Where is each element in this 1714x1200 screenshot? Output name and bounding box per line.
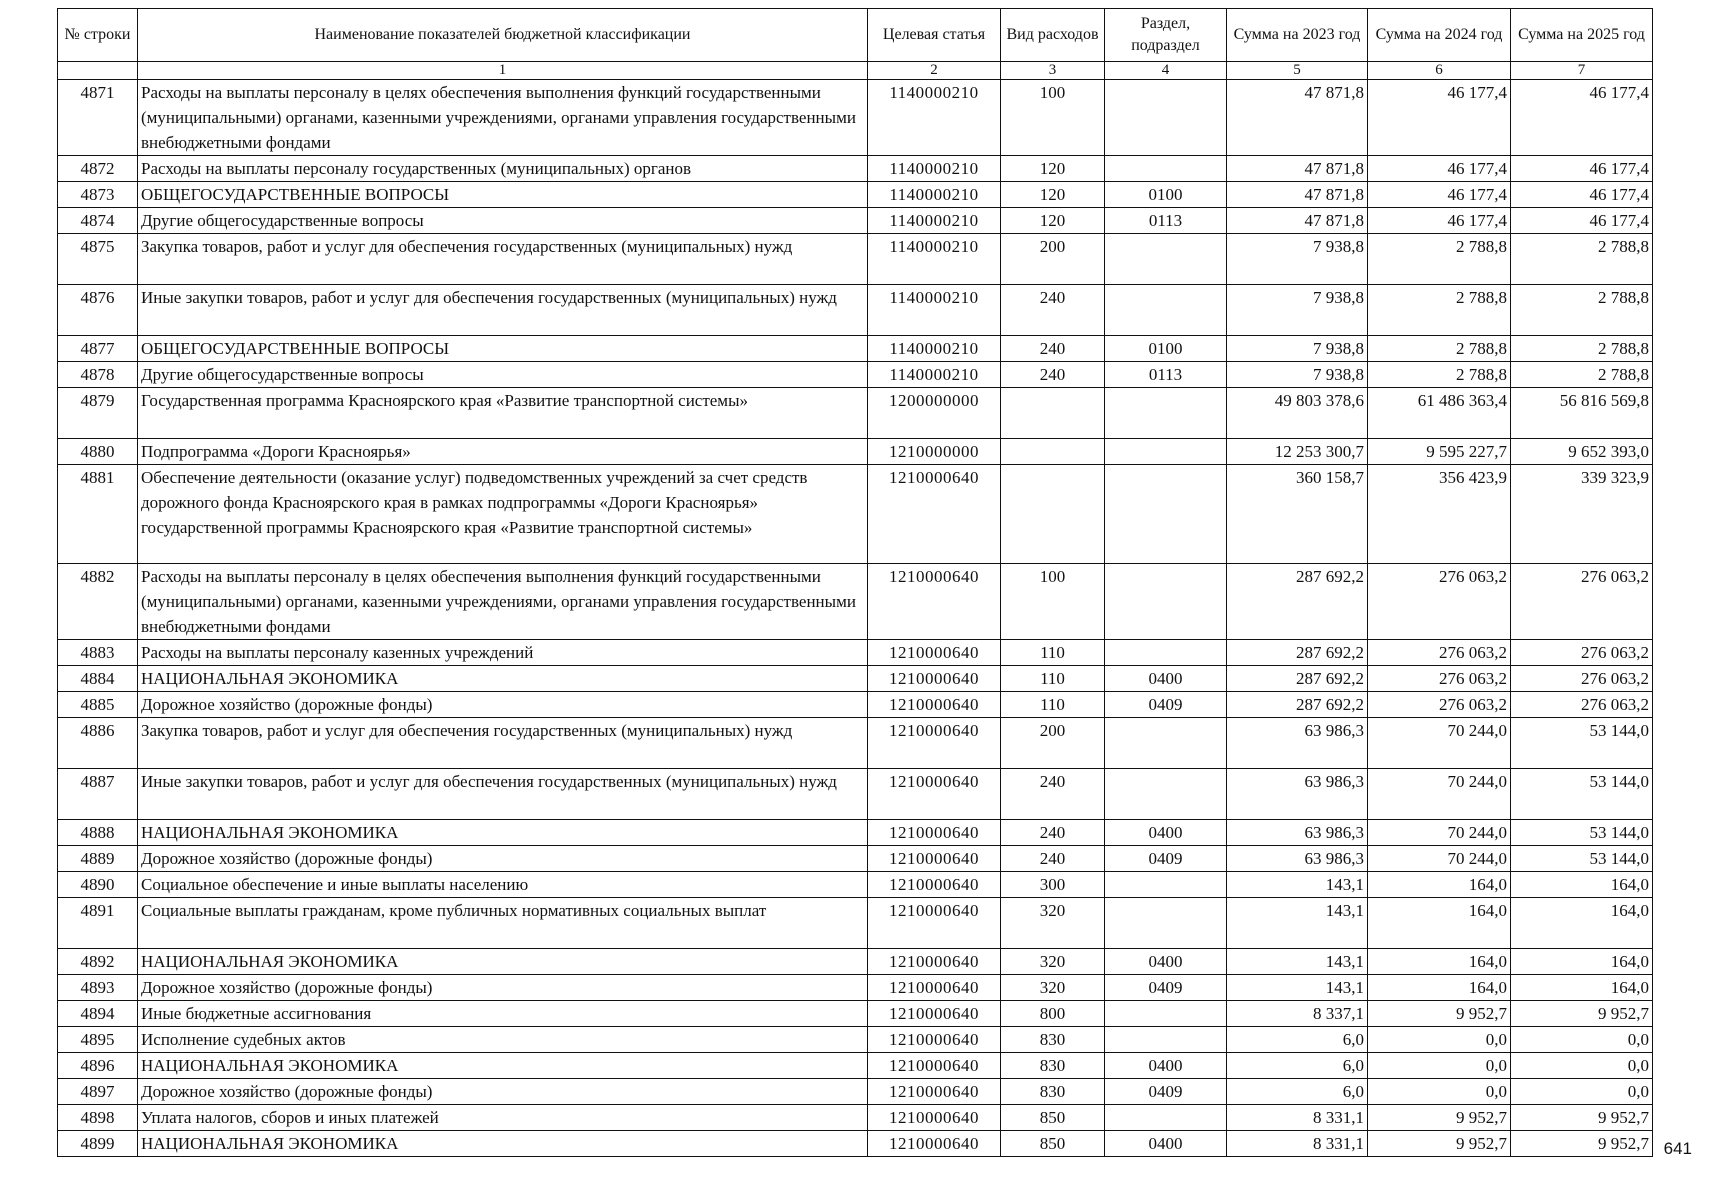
section-code xyxy=(1105,769,1227,820)
indicator-name: Социальное обеспечение и иные выплаты населению xyxy=(138,872,868,898)
table-row xyxy=(58,769,1653,820)
indicator-name: Другие общегосударственные вопросы xyxy=(138,208,868,234)
indicator-name: Дорожное хозяйство (дорожные фонды) xyxy=(138,1079,868,1105)
section-code: 0113 xyxy=(1105,208,1227,234)
row-number: 4881 xyxy=(58,465,138,564)
header-name: Наименование показателей бюджетной классификации xyxy=(138,9,868,62)
expense-kind: 240 xyxy=(1001,285,1105,336)
target-article: 1210000640 xyxy=(868,872,1001,898)
row-number: 4880 xyxy=(58,439,138,465)
expense-kind: 800 xyxy=(1001,1001,1105,1027)
indicator-name: Расходы на выплаты персоналу в целях обеспечения выполнения функций государственными (муниципальными) органами, казенными учреждениями, органами управления государственными внебюджетными фондами xyxy=(138,80,868,156)
table-row xyxy=(58,1027,1653,1053)
expense-kind: 240 xyxy=(1001,820,1105,846)
sum-2024: 164,0 xyxy=(1368,898,1511,949)
table-row xyxy=(58,820,1653,846)
sum-2023: 7 938,8 xyxy=(1227,336,1368,362)
target-article: 1140000210 xyxy=(868,285,1001,336)
sum-2023: 63 986,3 xyxy=(1227,820,1368,846)
target-article: 1140000210 xyxy=(868,80,1001,156)
target-article: 1210000640 xyxy=(868,769,1001,820)
expense-kind: 200 xyxy=(1001,718,1105,769)
sum-2024: 276 063,2 xyxy=(1368,640,1511,666)
section-code xyxy=(1105,388,1227,439)
table-row xyxy=(58,439,1653,465)
sum-2024: 164,0 xyxy=(1368,975,1511,1001)
sum-2023: 47 871,8 xyxy=(1227,80,1368,156)
sum-2025: 276 063,2 xyxy=(1511,692,1653,718)
indicator-name: Подпрограмма «Дороги Красноярья» xyxy=(138,439,868,465)
section-code: 0400 xyxy=(1105,949,1227,975)
table-row xyxy=(58,692,1653,718)
target-article: 1210000640 xyxy=(868,949,1001,975)
target-article: 1210000640 xyxy=(868,846,1001,872)
sum-2023: 6,0 xyxy=(1227,1053,1368,1079)
row-number: 4899 xyxy=(58,1131,138,1157)
header-target-article: Целевая статья xyxy=(868,9,1001,62)
indicator-name: Расходы на выплаты персоналу в целях обеспечения выполнения функций государственными (муниципальными) органами, казенными учреждениями, органами управления государственными внебюджетными фондами xyxy=(138,564,868,640)
sum-2023: 7 938,8 xyxy=(1227,234,1368,285)
indicator-name: Иные закупки товаров, работ и услуг для обеспечения государственных (муниципальных) нужд xyxy=(138,285,868,336)
table-row xyxy=(58,156,1653,182)
indicator-name: Дорожное хозяйство (дорожные фонды) xyxy=(138,846,868,872)
indicator-name: Исполнение судебных актов xyxy=(138,1027,868,1053)
row-number: 4887 xyxy=(58,769,138,820)
sum-2025: 2 788,8 xyxy=(1511,285,1653,336)
header-section: Раздел, подраздел xyxy=(1105,9,1227,62)
sum-2024: 356 423,9 xyxy=(1368,465,1511,564)
indicator-name: НАЦИОНАЛЬНАЯ ЭКОНОМИКА xyxy=(138,820,868,846)
section-code: 0400 xyxy=(1105,1053,1227,1079)
sum-2023: 63 986,3 xyxy=(1227,718,1368,769)
indicator-name: НАЦИОНАЛЬНАЯ ЭКОНОМИКА xyxy=(138,1053,868,1079)
indicator-name: ОБЩЕГОСУДАРСТВЕННЫЕ ВОПРОСЫ xyxy=(138,182,868,208)
section-code xyxy=(1105,564,1227,640)
indicator-name: Иные закупки товаров, работ и услуг для обеспечения государственных (муниципальных) нужд xyxy=(138,769,868,820)
indicator-name: Расходы на выплаты персоналу государственных (муниципальных) органов xyxy=(138,156,868,182)
sum-2024: 276 063,2 xyxy=(1368,666,1511,692)
expense-kind xyxy=(1001,388,1105,439)
sum-2025: 339 323,9 xyxy=(1511,465,1653,564)
indicator-name: Расходы на выплаты персоналу казенных учреждений xyxy=(138,640,868,666)
indicator-name: Другие общегосударственные вопросы xyxy=(138,362,868,388)
sum-2025: 56 816 569,8 xyxy=(1511,388,1653,439)
target-article: 1210000640 xyxy=(868,640,1001,666)
target-article: 1140000210 xyxy=(868,156,1001,182)
target-article: 1210000640 xyxy=(868,975,1001,1001)
target-article: 1140000210 xyxy=(868,208,1001,234)
expense-kind: 120 xyxy=(1001,156,1105,182)
sum-2024: 70 244,0 xyxy=(1368,820,1511,846)
section-code xyxy=(1105,640,1227,666)
sum-2023: 6,0 xyxy=(1227,1027,1368,1053)
row-number: 4890 xyxy=(58,872,138,898)
row-number: 4892 xyxy=(58,949,138,975)
sum-2025: 9 652 393,0 xyxy=(1511,439,1653,465)
sum-2024: 2 788,8 xyxy=(1368,362,1511,388)
table-row xyxy=(58,234,1653,285)
row-number: 4885 xyxy=(58,692,138,718)
page-number: 641 xyxy=(1663,1139,1692,1158)
sum-2024: 9 952,7 xyxy=(1368,1131,1511,1157)
section-code xyxy=(1105,465,1227,564)
table-row xyxy=(58,1105,1653,1131)
sum-2025: 164,0 xyxy=(1511,949,1653,975)
sum-2024: 2 788,8 xyxy=(1368,234,1511,285)
sum-2025: 9 952,7 xyxy=(1511,1105,1653,1131)
section-code xyxy=(1105,156,1227,182)
indicator-name: Социальные выплаты гражданам, кроме публичных нормативных социальных выплат xyxy=(138,898,868,949)
sum-2025: 2 788,8 xyxy=(1511,336,1653,362)
table-row xyxy=(58,640,1653,666)
sum-2025: 9 952,7 xyxy=(1511,1131,1653,1157)
sum-2025: 2 788,8 xyxy=(1511,362,1653,388)
sum-2023: 63 986,3 xyxy=(1227,846,1368,872)
indicator-name: Обеспечение деятельности (оказание услуг) подведомственных учреждений за счет средств дорожного фонда Красноярского края в рамках подпрограммы «Дороги Красноярья» государственной программы Красноярского края «Развитие транспортной системы» xyxy=(138,465,868,564)
section-code xyxy=(1105,80,1227,156)
sum-2024: 164,0 xyxy=(1368,949,1511,975)
target-article: 1210000000 xyxy=(868,439,1001,465)
section-code xyxy=(1105,718,1227,769)
expense-kind: 830 xyxy=(1001,1053,1105,1079)
section-code: 0409 xyxy=(1105,692,1227,718)
sum-2024: 70 244,0 xyxy=(1368,846,1511,872)
column-number-row xyxy=(58,62,1653,80)
indicator-name: НАЦИОНАЛЬНАЯ ЭКОНОМИКА xyxy=(138,1131,868,1157)
sum-2024: 276 063,2 xyxy=(1368,692,1511,718)
budget-table xyxy=(57,8,1653,1157)
row-number: 4888 xyxy=(58,820,138,846)
column-number: 2 xyxy=(868,62,1001,80)
expense-kind: 200 xyxy=(1001,234,1105,285)
section-code: 0409 xyxy=(1105,1079,1227,1105)
row-number: 4882 xyxy=(58,564,138,640)
sum-2024: 0,0 xyxy=(1368,1079,1511,1105)
sum-2024: 61 486 363,4 xyxy=(1368,388,1511,439)
sum-2023: 47 871,8 xyxy=(1227,156,1368,182)
expense-kind: 240 xyxy=(1001,336,1105,362)
target-article: 1210000640 xyxy=(868,564,1001,640)
sum-2025: 53 144,0 xyxy=(1511,846,1653,872)
sum-2023: 360 158,7 xyxy=(1227,465,1368,564)
row-number: 4879 xyxy=(58,388,138,439)
target-article: 1210000640 xyxy=(868,898,1001,949)
target-article: 1210000640 xyxy=(868,718,1001,769)
row-number: 4878 xyxy=(58,362,138,388)
indicator-name: Уплата налогов, сборов и иных платежей xyxy=(138,1105,868,1131)
row-number: 4896 xyxy=(58,1053,138,1079)
sum-2023: 143,1 xyxy=(1227,975,1368,1001)
sum-2025: 2 788,8 xyxy=(1511,234,1653,285)
section-code: 0400 xyxy=(1105,1131,1227,1157)
sum-2025: 164,0 xyxy=(1511,975,1653,1001)
sum-2025: 164,0 xyxy=(1511,872,1653,898)
target-article: 1210000640 xyxy=(868,1105,1001,1131)
row-number: 4871 xyxy=(58,80,138,156)
table-row xyxy=(58,564,1653,640)
column-number: 1 xyxy=(138,62,868,80)
table-row xyxy=(58,872,1653,898)
sum-2023: 287 692,2 xyxy=(1227,640,1368,666)
sum-2025: 0,0 xyxy=(1511,1079,1653,1105)
section-code: 0100 xyxy=(1105,182,1227,208)
sum-2025: 53 144,0 xyxy=(1511,769,1653,820)
sum-2023: 8 331,1 xyxy=(1227,1105,1368,1131)
sum-2025: 53 144,0 xyxy=(1511,820,1653,846)
target-article: 1140000210 xyxy=(868,234,1001,285)
sum-2024: 0,0 xyxy=(1368,1053,1511,1079)
column-number: 6 xyxy=(1368,62,1511,80)
table-row xyxy=(58,362,1653,388)
section-code: 0100 xyxy=(1105,336,1227,362)
section-code xyxy=(1105,1027,1227,1053)
target-article: 1210000640 xyxy=(868,820,1001,846)
row-number: 4891 xyxy=(58,898,138,949)
sum-2025: 164,0 xyxy=(1511,898,1653,949)
sum-2023: 143,1 xyxy=(1227,872,1368,898)
table-row xyxy=(58,898,1653,949)
row-number: 4898 xyxy=(58,1105,138,1131)
table-row xyxy=(58,80,1653,156)
sum-2023: 143,1 xyxy=(1227,949,1368,975)
expense-kind: 320 xyxy=(1001,975,1105,1001)
row-number: 4894 xyxy=(58,1001,138,1027)
sum-2024: 70 244,0 xyxy=(1368,718,1511,769)
row-number: 4893 xyxy=(58,975,138,1001)
expense-kind: 320 xyxy=(1001,898,1105,949)
target-article: 1140000210 xyxy=(868,362,1001,388)
expense-kind xyxy=(1001,439,1105,465)
target-article: 1200000000 xyxy=(868,388,1001,439)
target-article: 1140000210 xyxy=(868,182,1001,208)
sum-2024: 9 952,7 xyxy=(1368,1001,1511,1027)
indicator-name: НАЦИОНАЛЬНАЯ ЭКОНОМИКА xyxy=(138,666,868,692)
target-article: 1210000640 xyxy=(868,1053,1001,1079)
table-row xyxy=(58,336,1653,362)
table-row xyxy=(58,846,1653,872)
table-row xyxy=(58,208,1653,234)
row-number: 4875 xyxy=(58,234,138,285)
table-row xyxy=(58,666,1653,692)
sum-2025: 9 952,7 xyxy=(1511,1001,1653,1027)
target-article: 1210000640 xyxy=(868,1079,1001,1105)
sum-2023: 47 871,8 xyxy=(1227,182,1368,208)
sum-2023: 6,0 xyxy=(1227,1079,1368,1105)
sum-2025: 0,0 xyxy=(1511,1053,1653,1079)
table-row xyxy=(58,465,1653,564)
table-row xyxy=(58,975,1653,1001)
table-row xyxy=(58,388,1653,439)
target-article: 1210000640 xyxy=(868,666,1001,692)
section-code xyxy=(1105,872,1227,898)
row-number: 4883 xyxy=(58,640,138,666)
expense-kind: 120 xyxy=(1001,182,1105,208)
row-number: 4889 xyxy=(58,846,138,872)
sum-2025: 0,0 xyxy=(1511,1027,1653,1053)
expense-kind: 850 xyxy=(1001,1105,1105,1131)
table-row xyxy=(58,285,1653,336)
column-number xyxy=(58,62,138,80)
sum-2025: 276 063,2 xyxy=(1511,640,1653,666)
table-row xyxy=(58,1053,1653,1079)
header-row xyxy=(58,9,1653,62)
row-number: 4895 xyxy=(58,1027,138,1053)
indicator-name: Дорожное хозяйство (дорожные фонды) xyxy=(138,975,868,1001)
section-code xyxy=(1105,234,1227,285)
sum-2025: 46 177,4 xyxy=(1511,182,1653,208)
section-code: 0113 xyxy=(1105,362,1227,388)
sum-2023: 143,1 xyxy=(1227,898,1368,949)
header-sum-2025: Сумма на 2025 год xyxy=(1511,9,1653,62)
section-code: 0400 xyxy=(1105,666,1227,692)
sum-2023: 287 692,2 xyxy=(1227,692,1368,718)
sum-2023: 63 986,3 xyxy=(1227,769,1368,820)
expense-kind: 240 xyxy=(1001,846,1105,872)
section-code xyxy=(1105,1001,1227,1027)
table-row xyxy=(58,949,1653,975)
target-article: 1210000640 xyxy=(868,1027,1001,1053)
sum-2023: 7 938,8 xyxy=(1227,362,1368,388)
sum-2023: 8 331,1 xyxy=(1227,1131,1368,1157)
sum-2024: 46 177,4 xyxy=(1368,208,1511,234)
expense-kind: 830 xyxy=(1001,1027,1105,1053)
indicator-name: Закупка товаров, работ и услуг для обеспечения государственных (муниципальных) нужд xyxy=(138,234,868,285)
section-code xyxy=(1105,898,1227,949)
row-number: 4886 xyxy=(58,718,138,769)
expense-kind: 110 xyxy=(1001,666,1105,692)
table-body xyxy=(58,80,1653,1157)
expense-kind: 320 xyxy=(1001,949,1105,975)
sum-2025: 46 177,4 xyxy=(1511,208,1653,234)
table-row xyxy=(58,1001,1653,1027)
target-article: 1140000210 xyxy=(868,336,1001,362)
indicator-name: Закупка товаров, работ и услуг для обеспечения государственных (муниципальных) нужд xyxy=(138,718,868,769)
row-number: 4874 xyxy=(58,208,138,234)
expense-kind: 100 xyxy=(1001,564,1105,640)
sum-2023: 287 692,2 xyxy=(1227,666,1368,692)
header-sum-2023: Сумма на 2023 год xyxy=(1227,9,1368,62)
sum-2024: 9 952,7 xyxy=(1368,1105,1511,1131)
indicator-name: Иные бюджетные ассигнования xyxy=(138,1001,868,1027)
column-number: 3 xyxy=(1001,62,1105,80)
sum-2025: 46 177,4 xyxy=(1511,156,1653,182)
section-code: 0400 xyxy=(1105,820,1227,846)
sum-2024: 46 177,4 xyxy=(1368,80,1511,156)
expense-kind: 850 xyxy=(1001,1131,1105,1157)
expense-kind xyxy=(1001,465,1105,564)
sum-2024: 2 788,8 xyxy=(1368,285,1511,336)
target-article: 1210000640 xyxy=(868,692,1001,718)
table-row xyxy=(58,182,1653,208)
sum-2024: 164,0 xyxy=(1368,872,1511,898)
expense-kind: 120 xyxy=(1001,208,1105,234)
row-number: 4877 xyxy=(58,336,138,362)
column-number: 4 xyxy=(1105,62,1227,80)
table-header xyxy=(58,9,1653,80)
header-sum-2024: Сумма на 2024 год xyxy=(1368,9,1511,62)
sum-2024: 46 177,4 xyxy=(1368,182,1511,208)
sum-2024: 2 788,8 xyxy=(1368,336,1511,362)
indicator-name: НАЦИОНАЛЬНАЯ ЭКОНОМИКА xyxy=(138,949,868,975)
expense-kind: 240 xyxy=(1001,362,1105,388)
target-article: 1210000640 xyxy=(868,465,1001,564)
section-code: 0409 xyxy=(1105,975,1227,1001)
sum-2023: 49 803 378,6 xyxy=(1227,388,1368,439)
row-number: 4884 xyxy=(58,666,138,692)
row-number: 4873 xyxy=(58,182,138,208)
sum-2023: 8 337,1 xyxy=(1227,1001,1368,1027)
section-code xyxy=(1105,439,1227,465)
sum-2024: 46 177,4 xyxy=(1368,156,1511,182)
section-code xyxy=(1105,285,1227,336)
row-number: 4876 xyxy=(58,285,138,336)
expense-kind: 110 xyxy=(1001,640,1105,666)
sum-2023: 287 692,2 xyxy=(1227,564,1368,640)
expense-kind: 830 xyxy=(1001,1079,1105,1105)
sum-2025: 276 063,2 xyxy=(1511,564,1653,640)
expense-kind: 110 xyxy=(1001,692,1105,718)
sum-2024: 276 063,2 xyxy=(1368,564,1511,640)
header-expense-kind: Вид расходов xyxy=(1001,9,1105,62)
sum-2023: 7 938,8 xyxy=(1227,285,1368,336)
column-number: 7 xyxy=(1511,62,1653,80)
row-number: 4897 xyxy=(58,1079,138,1105)
sum-2024: 0,0 xyxy=(1368,1027,1511,1053)
sum-2024: 70 244,0 xyxy=(1368,769,1511,820)
sum-2023: 47 871,8 xyxy=(1227,208,1368,234)
sum-2025: 276 063,2 xyxy=(1511,666,1653,692)
indicator-name: Государственная программа Красноярского края «Развитие транспортной системы» xyxy=(138,388,868,439)
indicator-name: Дорожное хозяйство (дорожные фонды) xyxy=(138,692,868,718)
expense-kind: 240 xyxy=(1001,769,1105,820)
expense-kind: 300 xyxy=(1001,872,1105,898)
header-row-number: № строки xyxy=(58,9,138,62)
section-code: 0409 xyxy=(1105,846,1227,872)
table-row xyxy=(58,718,1653,769)
section-code xyxy=(1105,1105,1227,1131)
target-article: 1210000640 xyxy=(868,1001,1001,1027)
expense-kind: 100 xyxy=(1001,80,1105,156)
sum-2023: 12 253 300,7 xyxy=(1227,439,1368,465)
sum-2024: 9 595 227,7 xyxy=(1368,439,1511,465)
table-row xyxy=(58,1079,1653,1105)
sum-2025: 46 177,4 xyxy=(1511,80,1653,156)
sum-2025: 53 144,0 xyxy=(1511,718,1653,769)
indicator-name: ОБЩЕГОСУДАРСТВЕННЫЕ ВОПРОСЫ xyxy=(138,336,868,362)
table-row xyxy=(58,1131,1653,1157)
target-article: 1210000640 xyxy=(868,1131,1001,1157)
column-number: 5 xyxy=(1227,62,1368,80)
row-number: 4872 xyxy=(58,156,138,182)
